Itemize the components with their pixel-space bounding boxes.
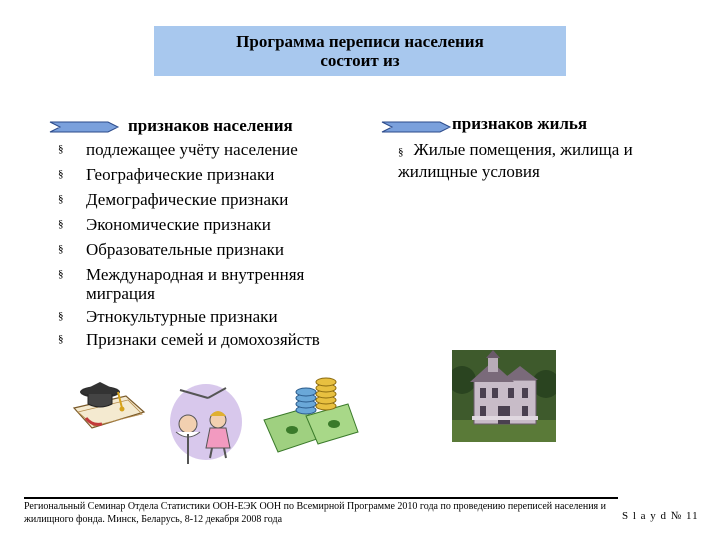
footer-divider <box>24 497 618 499</box>
list-item: § Признаки семей и домохозяйств <box>58 330 320 349</box>
title-box <box>154 26 566 76</box>
list-item: § Международная и внутренняя миграция <box>58 265 305 303</box>
list-item: § Этнокультурные признаки <box>58 307 278 326</box>
bullet-square-icon: § <box>58 310 64 322</box>
arrow-left-icon <box>48 120 120 134</box>
arrow-right-icon <box>380 120 452 134</box>
list-item: § Образовательные признаки <box>58 240 284 259</box>
list-item: § Демографические признаки <box>58 190 289 209</box>
footer-text: Региональный Семинар Отдела Статистики ООН-ЕЭК ООН по Всемирной Программе 2010 года по проведению переписей населения и жилищного фонда. Минск, Беларусь, 8-12 декабря 2008 года <box>24 501 607 525</box>
bullet-square-icon: § <box>58 218 64 230</box>
money-coins-icon <box>262 376 360 458</box>
bullet-square-icon: § <box>58 168 64 180</box>
population-features-list <box>58 140 358 355</box>
title-line1: Программа переписи населения <box>236 32 484 51</box>
title-line2: состоит из <box>320 51 400 70</box>
list-item: § Географические признаки <box>58 165 275 184</box>
bullet-square-icon: § <box>58 333 64 345</box>
child-scale-icon <box>166 376 250 468</box>
bullet-square-icon: § <box>58 143 64 155</box>
right-heading: признаков жилья <box>452 114 588 133</box>
list-item: § Экономические признаки <box>58 215 271 234</box>
bullet-square-icon: § <box>398 146 404 158</box>
bullet-square-icon: § <box>58 243 64 255</box>
slide-number: S l a y d № 11 <box>622 510 699 522</box>
bullet-square-icon: § <box>58 193 64 205</box>
house-photo-icon <box>452 350 556 442</box>
left-heading: признаков населения <box>128 116 293 135</box>
housing-features-item: § Жилые помещения, жилища и жилищные условия <box>398 140 633 181</box>
list-item: § подлежащее учёту население <box>58 140 298 159</box>
bullet-square-icon: § <box>58 268 64 280</box>
graduation-cap-diploma-icon <box>66 378 150 440</box>
